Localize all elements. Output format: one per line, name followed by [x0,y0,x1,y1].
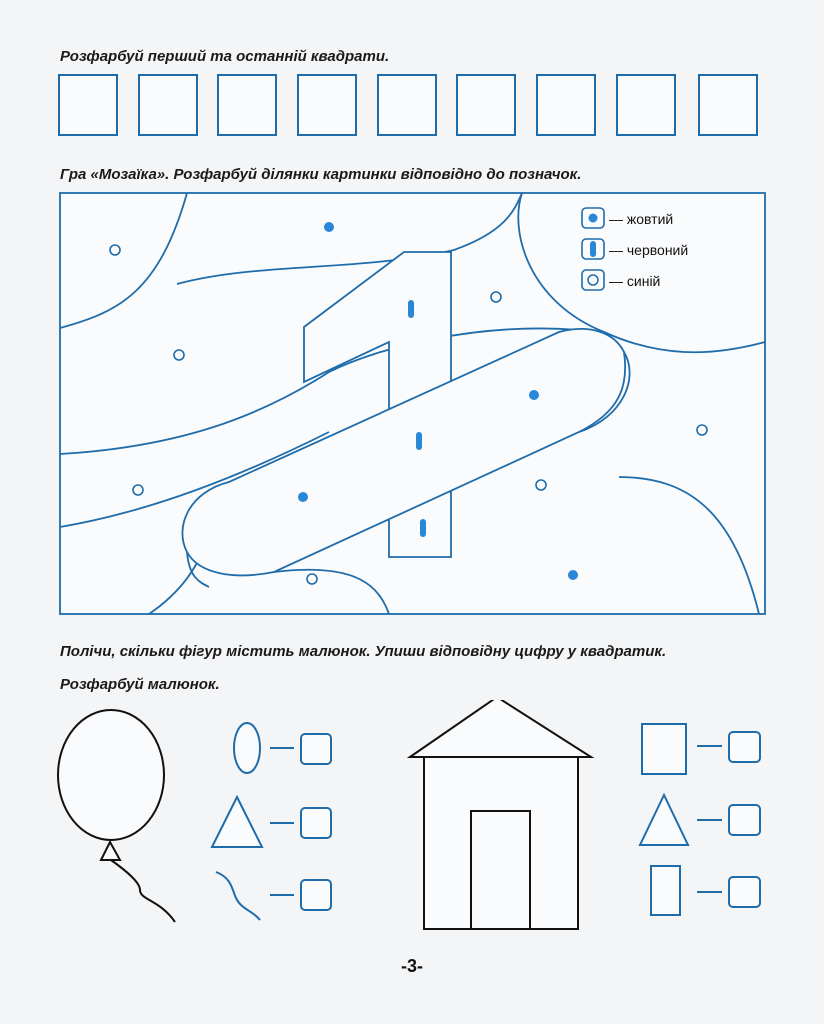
square-6[interactable] [456,74,516,136]
legend-red-label: — червоний [609,242,689,258]
yellow-dot [298,492,308,502]
triangle-icon [640,795,688,845]
legend-dot-icon [589,214,598,223]
string-icon [216,872,260,920]
rectangle-icon [651,866,680,915]
square-8[interactable] [616,74,676,136]
counting-exercise [0,700,824,940]
yellow-dot [529,390,539,400]
legend [582,208,604,290]
square-3[interactable] [217,74,277,136]
square-icon [642,724,686,774]
square-9[interactable] [698,74,758,136]
square-4[interactable] [297,74,357,136]
answer-box-oval[interactable] [301,734,331,764]
house-picture[interactable] [410,700,591,929]
answer-box-string[interactable] [301,880,331,910]
answer-box-triangle[interactable] [301,808,331,838]
task2-instruction: Гра «Мозаїка». Розфарбуй ділянки картинки відповідно до позначок. [60,166,582,183]
page-number: -3- [401,956,423,976]
task1-instruction: Розфарбуй перший та останній квадрати. [60,48,390,65]
task3-instruction-2: Розфарбуй малюнок. [60,676,220,693]
legend-blue-label: — синій [609,273,661,289]
square-5[interactable] [377,74,437,136]
yellow-dot [568,570,578,580]
red-dash [408,300,414,318]
square-7[interactable] [536,74,596,136]
oval-icon [234,723,260,773]
answer-box-rectangle[interactable] [729,877,760,907]
task3-instruction: Полічи, скільки фігур містить малюнок. Упиши відповідну цифру у квадратик. [60,643,667,660]
answer-box-triangle-house[interactable] [729,805,760,835]
square-2[interactable] [138,74,198,136]
balloon-picture[interactable] [58,710,175,922]
yellow-dot [324,222,334,232]
legend-dash-icon [590,241,596,257]
squares-row [58,74,764,140]
red-dash [420,519,426,537]
triangle-icon [212,797,262,847]
square-1[interactable] [58,74,118,136]
answer-box-square[interactable] [729,732,760,762]
legend-yellow-label: — жовтий [609,211,674,227]
red-dash [416,432,422,450]
